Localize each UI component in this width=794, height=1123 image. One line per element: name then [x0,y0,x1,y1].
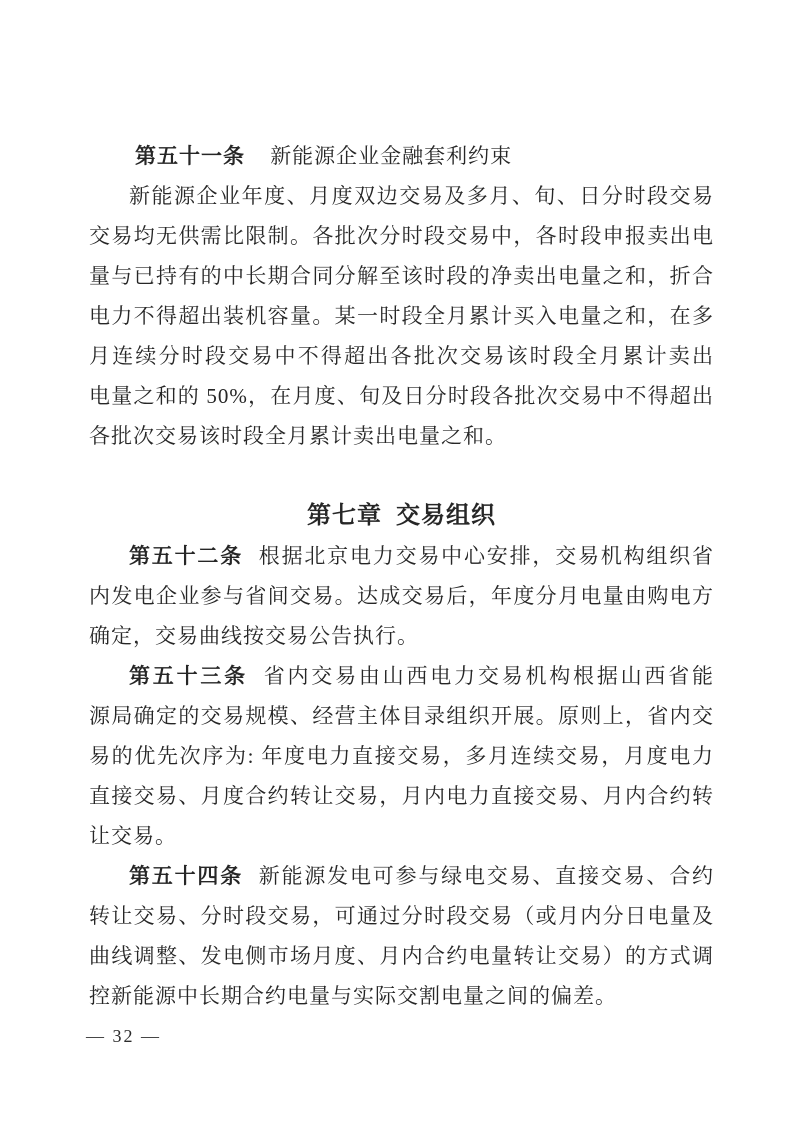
chapter-7-number: 第七章 [307,502,382,529]
article-54-text: 新能源发电可参与绿电交易、直接交易、合约 [258,864,715,888]
article-52-first-line [89,536,714,576]
article-53-text: 省内交易由山西电力交易机构根据山西省能 [263,664,714,688]
article-51-number: 第五十一条 [135,144,245,168]
article-51-body-line: 量与已持有的中长期合同分解至该时段的净卖出电量之和，折合 [89,264,714,288]
article-51-body-line: 月连续分时段交易中不得超出各批次交易该时段全月累计卖出 [89,344,714,368]
article-51-body-line: 交易均无供需比限制。各批次分时段交易中，各时段申报卖出电 [89,224,714,248]
article-51-body-line: 各批次交易该时段全月累计卖出电量之和。 [89,424,507,448]
article-51-body-line: 电量之和的 50%，在月度、旬及日分时段各批次交易中不得超出 [89,384,714,408]
article-52-body-line: 内发电企业参与省间交易。达成交易后，年度分月电量由购电方 [89,584,714,608]
blank-line [89,456,714,496]
article-51-body-line: 电力不得超出装机容量。某一时段全月累计买入电量之和，在多 [89,304,714,328]
article-51-heading-line [89,136,714,176]
article-53-body-line: 易的优先次序为: 年度电力直接交易，多月连续交易，月度电力 [89,744,714,768]
article-54-body-line: 控新能源中长期合约电量与实际交割电量之间的偏差。 [89,984,617,1008]
article-53-first-line [89,656,714,696]
article-52-text: 根据北京电力交易中心安排，交易机构组织省 [258,544,715,568]
page-content [89,136,714,1016]
article-53-body-line: 让交易。 [89,824,177,848]
article-53-number: 第五十三条 [129,664,248,688]
article-54-number: 第五十四条 [129,864,244,888]
article-52-body-line: 确定，交易曲线按交易公告执行。 [89,624,419,648]
article-51-body-line: 新能源企业年度、月度双边交易及多月、旬、日分时段交易 [129,184,714,208]
article-52-number: 第五十二条 [129,544,244,568]
article-54-body-line: 曲线调整、发电侧市场月度、月内合约电量转让交易）的方式调 [89,944,714,968]
article-53-body-line: 源局确定的交易规模、经营主体目录组织开展。原则上，省内交 [89,704,714,728]
chapter-7-title: 交易组织 [396,502,496,529]
article-51-title: 新能源企业金融套利约束 [270,144,513,168]
chapter-7-heading [89,496,714,536]
article-54-first-line [89,856,714,896]
article-54-body-line: 转让交易、分时段交易，可通过分时段交易（或月内分日电量及 [89,904,714,928]
footer-page-number: — 32 — [86,1026,161,1046]
article-53-body-line: 直接交易、月度合约转让交易，月内电力直接交易、月内合约转 [89,784,714,808]
